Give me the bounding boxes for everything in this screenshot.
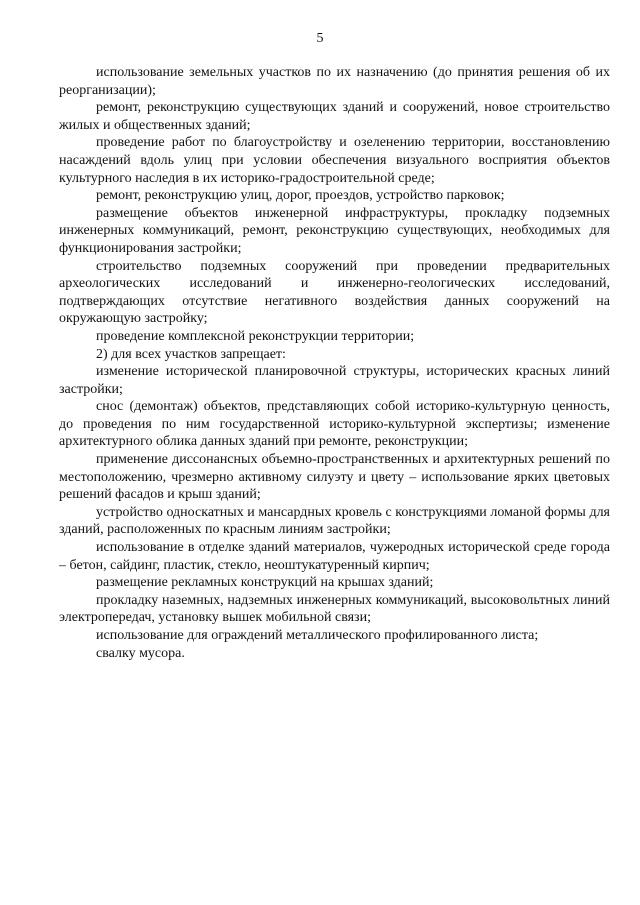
paragraph-engineering-infrastructure: размещение объектов инженерной инфраструктуры, прокладку подземных инженерных коммуникаций, ремонт, реконструкцию существующих, необходимых для функционирования застройки;	[59, 205, 610, 256]
page-number: 5	[316, 31, 324, 46]
paragraph-prohibitions-heading: 2) для всех участков запрещает:	[96, 346, 286, 362]
paragraph-underground-structures: строительство подземных сооружений при проведении предварительных археологических исследований и инженерно-геологических исследований, подтверждающих отсутствие негативного воздействия данных сооружений на окружающую застройку;	[59, 258, 610, 327]
paragraph-complex-reconstruction: проведение комплексной реконструкции территории;	[96, 328, 415, 344]
paragraph-demolition: снос (демонтаж) объектов, представляющих собой историко-культурную ценность, до проведения по ним государственной историко-культурной экспертизы; изменение архитектурного облика данных зданий при ремонте, реконструкции;	[59, 399, 610, 450]
paragraph-roof-advertising: размещение рекламных конструкций на крышах зданий;	[96, 575, 434, 591]
paragraph-streets-repair: ремонт, реконструкцию улиц, дорог, проездов, устройство парковок;	[96, 188, 505, 204]
paragraph-overhead-utilities: прокладку наземных, надземных инженерных коммуникаций, высоковольтных линий электропередач, установку вышек мобильной связи;	[59, 592, 610, 626]
paragraph-dissonant-solutions: применение диссонансных объемно-пространственных и архитектурных решений по местоположению, чрезмерно активному силуэту и цвету – использование ярких цветовых решений фасадов и крыш зданий;	[59, 452, 610, 503]
paragraph-finishing-materials: использование в отделке зданий материалов, чужеродных исторической среде города – бетон, сайдинг, пластик, стекло, неоштукатуренный кирпич;	[59, 540, 610, 573]
paragraph-fencing: использование для ограждений металлического профилированного листа;	[96, 628, 539, 643]
paragraph-garbage: свалку мусора.	[96, 645, 185, 661]
paragraph-repair-buildings: ремонт, реконструкцию существующих зданий и сооружений, новое строительство жилых и общественных зданий;	[59, 100, 610, 133]
paragraph-roofing: устройство односкатных и мансардных кровель с конструкциями ломаной формы для зданий, расположенных по красным линиям застройки;	[59, 504, 610, 538]
document-body	[59, 64, 610, 662]
paragraph-landscaping: проведение работ по благоустройству и озеленению территории, восстановлению насаждений вдоль улиц при условии обеспечения визуального восприятия объектов культурного наследия в их историко-градостроительной среде;	[59, 135, 610, 186]
paragraph-land-use: использование земельных участков по их назначению (до принятия решения об их реорганизации);	[59, 65, 610, 98]
paragraph-historic-planning: изменение исторической планировочной структуры, исторических красных линий застройки;	[59, 364, 610, 397]
